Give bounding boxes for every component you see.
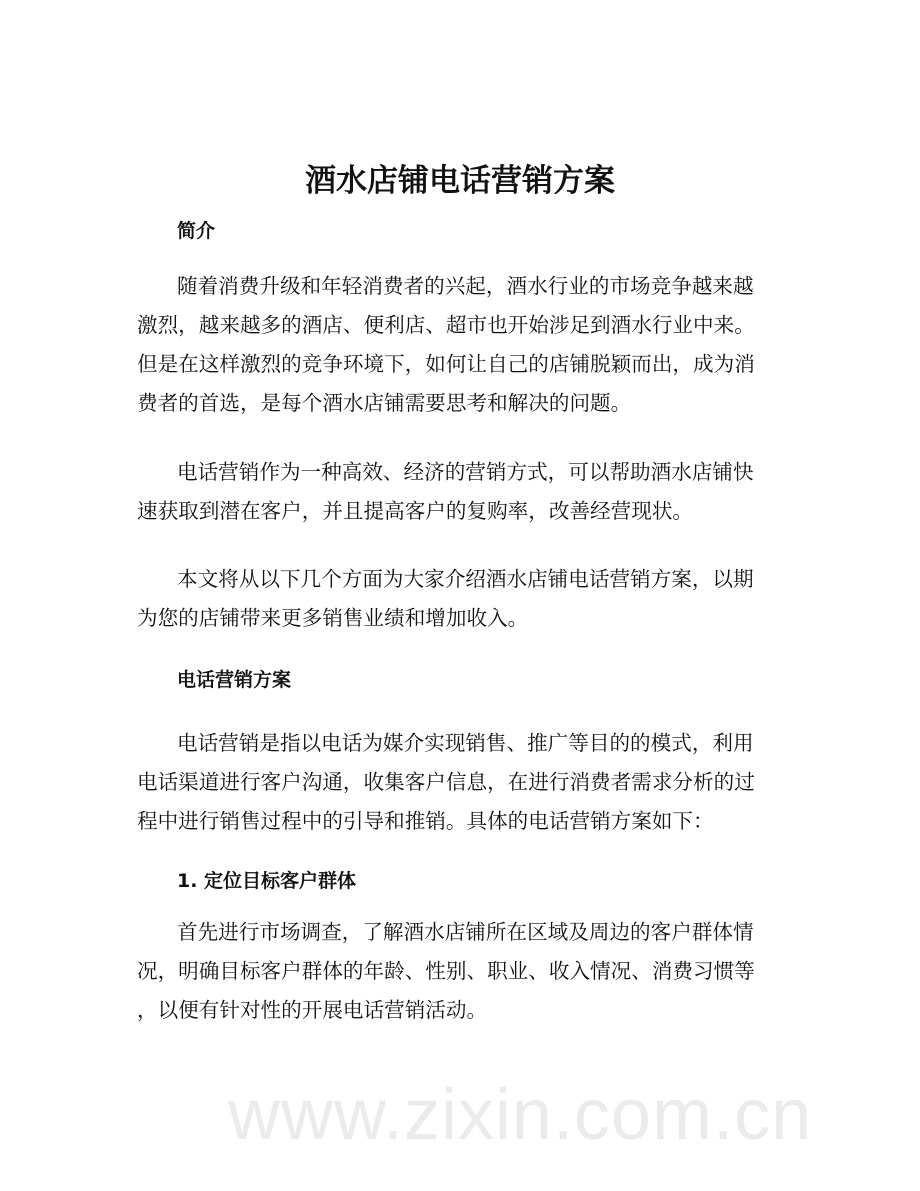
text-line: 电话渠道进行客户沟通，收集客户信息，在进行消费者需求分析的过 [137, 770, 755, 794]
text-line: 随着消费升级和年轻消费者的兴起，酒水行业的市场竞争越来越 [177, 274, 754, 298]
text-line: 电话营销是指以电话为媒介实现销售、推广等目的的模式，利用 [177, 731, 754, 755]
text-line: 费者的首选，是每个酒水店铺需要思考和解决的问题。 [137, 391, 632, 415]
watermark: www.zixin.com.cn [228, 1075, 813, 1155]
paragraph-2 [137, 453, 797, 531]
text-line: 但是在这样激烈的竞争环境下，如何让自己的店铺脱颖而出，成为消 [137, 352, 755, 376]
heading-target-customers: 1. 定位目标客户群体 [177, 870, 357, 892]
text-line: 况，明确目标客户群体的年龄、性别、职业、收入情况、消费习惯等 [137, 959, 755, 983]
paragraph-1 [137, 267, 797, 423]
paragraph-3 [137, 560, 797, 638]
text-line: 电话营销作为一种高效、经济的营销方式，可以帮助酒水店铺快 [177, 460, 754, 484]
text-line: 为您的店铺带来更多销售业绩和增加收入。 [137, 606, 529, 630]
text-line: ，以便有针对性的开展电话营销活动。 [137, 998, 488, 1022]
heading-phone-marketing: 电话营销方案 [177, 669, 292, 691]
text-line: 激烈，越来越多的酒店、便利店、超市也开始涉足到酒水行业中来。 [137, 313, 755, 337]
heading-intro: 简介 [177, 220, 216, 242]
text-line: 程中进行销售过程中的引导和推销。具体的电话营销方案如下： [137, 809, 714, 833]
paragraph-4 [137, 724, 797, 841]
text-line: 速获取到潜在客户，并且提高客户的复购率，改善经营现状。 [137, 499, 694, 523]
document-title: 酒水店铺电话营销方案 [305, 163, 615, 199]
text-line: 首先进行市场调查，了解酒水店铺所在区域及周边的客户群体情 [177, 920, 754, 944]
text-line: 本文将从以下几个方面为大家介绍酒水店铺电话营销方案，以期 [177, 567, 754, 591]
paragraph-5 [137, 913, 797, 1030]
